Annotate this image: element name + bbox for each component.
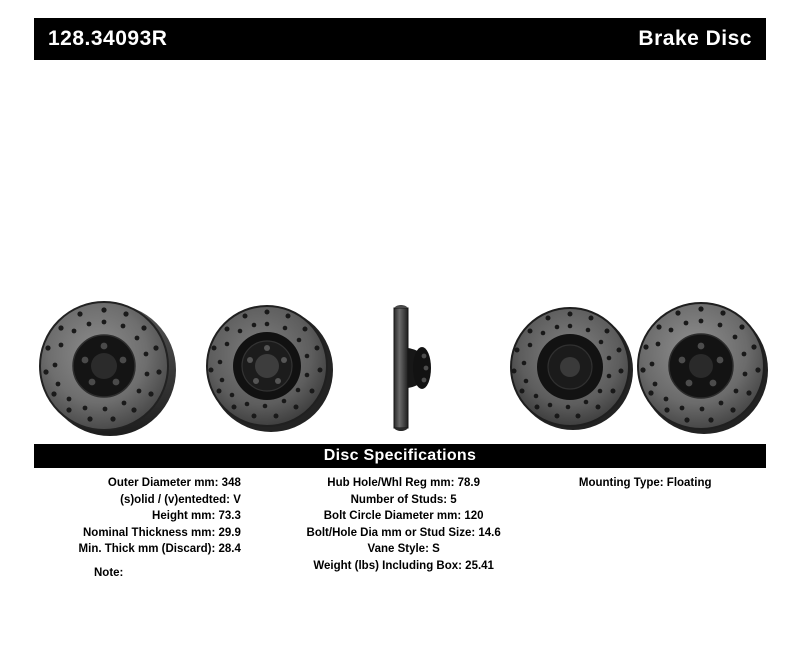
page-title: Brake Disc	[638, 27, 752, 50]
spec-column-middle	[283, 475, 525, 574]
spec-row: Height mm: 73.3	[152, 510, 241, 522]
spec-row: Min. Thick mm (Discard): 28.4	[78, 543, 241, 555]
spec-row: Bolt Circle Diameter mm: 120	[323, 510, 484, 522]
note-label: Note:	[94, 567, 124, 579]
spec-column-right	[524, 475, 766, 574]
spec-row: Vane Style: S	[367, 543, 440, 555]
product-view-rear-face-drilled-rotor	[499, 290, 649, 445]
front-angled-drilled-rotor-icon	[34, 290, 194, 440]
spec-row: Outer Diameter mm: 348	[107, 477, 241, 489]
part-number: 128.34093R	[48, 27, 168, 50]
spec-row: Bolt/Hole Dia mm or Stud Size: 14.6	[306, 526, 501, 539]
product-views	[34, 290, 766, 440]
disc-specifications	[34, 444, 766, 574]
spec-row: Mounting Type: Floating	[578, 477, 712, 489]
spec-row: Number of Studs: 5	[350, 493, 457, 506]
header-bar	[34, 18, 766, 60]
rear-hat-drilled-rotor-icon	[199, 290, 349, 440]
spec-row: Hub Hole/Whl Reg mm: 78.9	[327, 477, 480, 489]
spec-column-left	[34, 475, 283, 574]
product-view-edge-profile-rotor	[364, 290, 454, 445]
spec-row: Nominal Thickness mm: 29.9	[83, 526, 241, 539]
spec-row: (s)olid / (v)entedted: V	[120, 493, 241, 506]
spec-columns	[34, 468, 766, 574]
front-face-drilled-rotor-icon	[634, 290, 774, 440]
product-view-front-angled-drilled-rotor	[34, 290, 194, 445]
rear-face-drilled-rotor-icon	[499, 290, 649, 440]
note-row	[34, 567, 766, 579]
product-view-front-face-drilled-rotor	[634, 290, 774, 445]
spec-row: Weight (lbs) Including Box: 25.41	[313, 559, 494, 572]
spec-section-title: Disc Specifications	[34, 444, 766, 468]
edge-profile-rotor-icon	[364, 290, 454, 440]
product-view-rear-hat-drilled-rotor	[199, 290, 349, 445]
